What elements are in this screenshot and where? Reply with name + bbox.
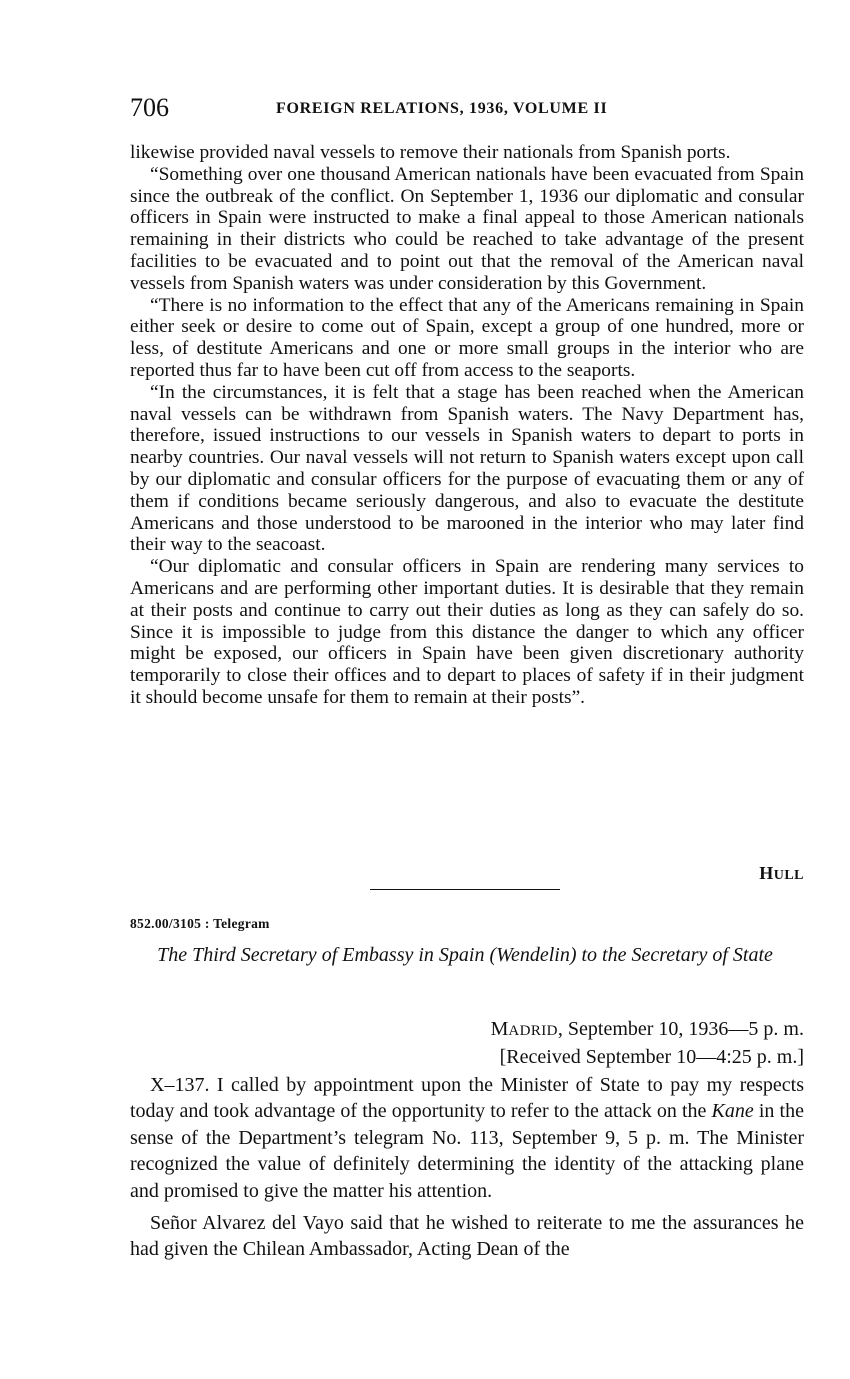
- previous-document-text: [130, 142, 804, 709]
- place-date: [491, 1016, 804, 1044]
- page-number: 706: [130, 93, 169, 122]
- signature-rest: ULL: [773, 868, 804, 883]
- title-suffix: ) to the Secretary of State: [569, 944, 773, 966]
- place-rest: ADRID: [508, 1023, 558, 1039]
- telegram-body: [130, 1072, 804, 1269]
- telegram-paragraph-1: [130, 1072, 804, 1204]
- paragraph-officers-duties: “Our diplomatic and consular officers in Spain are rendering many services to Americans and are performing other important duties. It is desirable that they remain at their posts and continue to carry out their duties as long as they can safely do so. Since it is impossible to judge from this distance the danger to which any officer might be exposed, our officers in Spain have been given discretionary authority temporarily to close their offices and to depart to places of safety if in their judgment it should become unsafe for them to remain at their posts”.: [130, 556, 804, 708]
- telegram-text-b: in the sense of the Department’s telegram No. 113, September 9, 5 p. m. The Minister recognized the value of definitely determining the identity of the attacking plane and promised to give the matter his attention.: [130, 1100, 804, 1202]
- paragraph-naval-withdrawal: “In the circumstances, it is felt that a stage has been reached when the American naval vessels can be withdrawn from Spanish waters. The Navy Department has, therefore, issued instructions to our vessels in Spanish waters to depart to ports in nearby countries. Our naval vessels will not return to Spanish waters except upon call by our diplomatic and consular officers for the purpose of evacuating them or any of them if conditions became seriously dangerous, and also to evacuate the destitute Americans and those understood to be marooned in the interior who may later find their way to the seacoast.: [130, 381, 804, 556]
- telegram-paragraph-2: Señor Alvarez del Vayo said that he wished to reiterate to me the assurances he had given the Chilean Ambassador, Acting Dean of the: [130, 1212, 804, 1261]
- title-prefix: The Third Secretary of Embassy in Spain (: [157, 944, 497, 966]
- paragraph-remaining-americans: “There is no information to the effect that any of the Americans remaining in Spain either seek or desire to come out of Spain, except a group of one hundred, more or less, of destitute Americans and one or more small groups in the interior who are reported thus far to have been cut off from access to the seaports.: [130, 294, 804, 381]
- place-initial: M: [490, 1018, 509, 1040]
- document-title: [150, 942, 780, 968]
- received-line: [Received September 10—4:25 p. m.]: [499, 1046, 804, 1068]
- signature-initial: H: [759, 863, 774, 883]
- ship-name: Kane: [711, 1100, 754, 1123]
- date: , September 10, 1936—5 p. m.: [557, 1018, 804, 1040]
- signature: [759, 862, 804, 887]
- title-name: Wendelin: [496, 944, 570, 966]
- dateline: [491, 1016, 804, 1070]
- paragraph-evacuation: “Something over one thousand American nationals have been evacuated from Spain since the outbreak of the conflict. On September 1, 1936 our diplomatic and consular officers in Spain were instructed to make a final appeal to those American nationals remaining in their districts who could be reached to take advantage of the present facilities to be evacuated and to point out that the removal of the American naval vessels from Spanish waters was under consideration by this Government.: [130, 163, 804, 294]
- file-reference: 852.00/3105 : Telegram: [130, 916, 270, 931]
- page-header: [130, 92, 805, 124]
- section-divider: [370, 889, 560, 890]
- paragraph-continuation: likewise provided naval vessels to remove their nationals from Spanish ports.: [130, 142, 731, 163]
- telegram-text-a: X–137. I called by appointment upon the Minister of State to pay my respects today and took advantage of the opportunity to refer to the attack on the: [130, 1074, 804, 1123]
- running-head: FOREIGN RELATIONS, 1936, VOLUME II: [276, 100, 608, 117]
